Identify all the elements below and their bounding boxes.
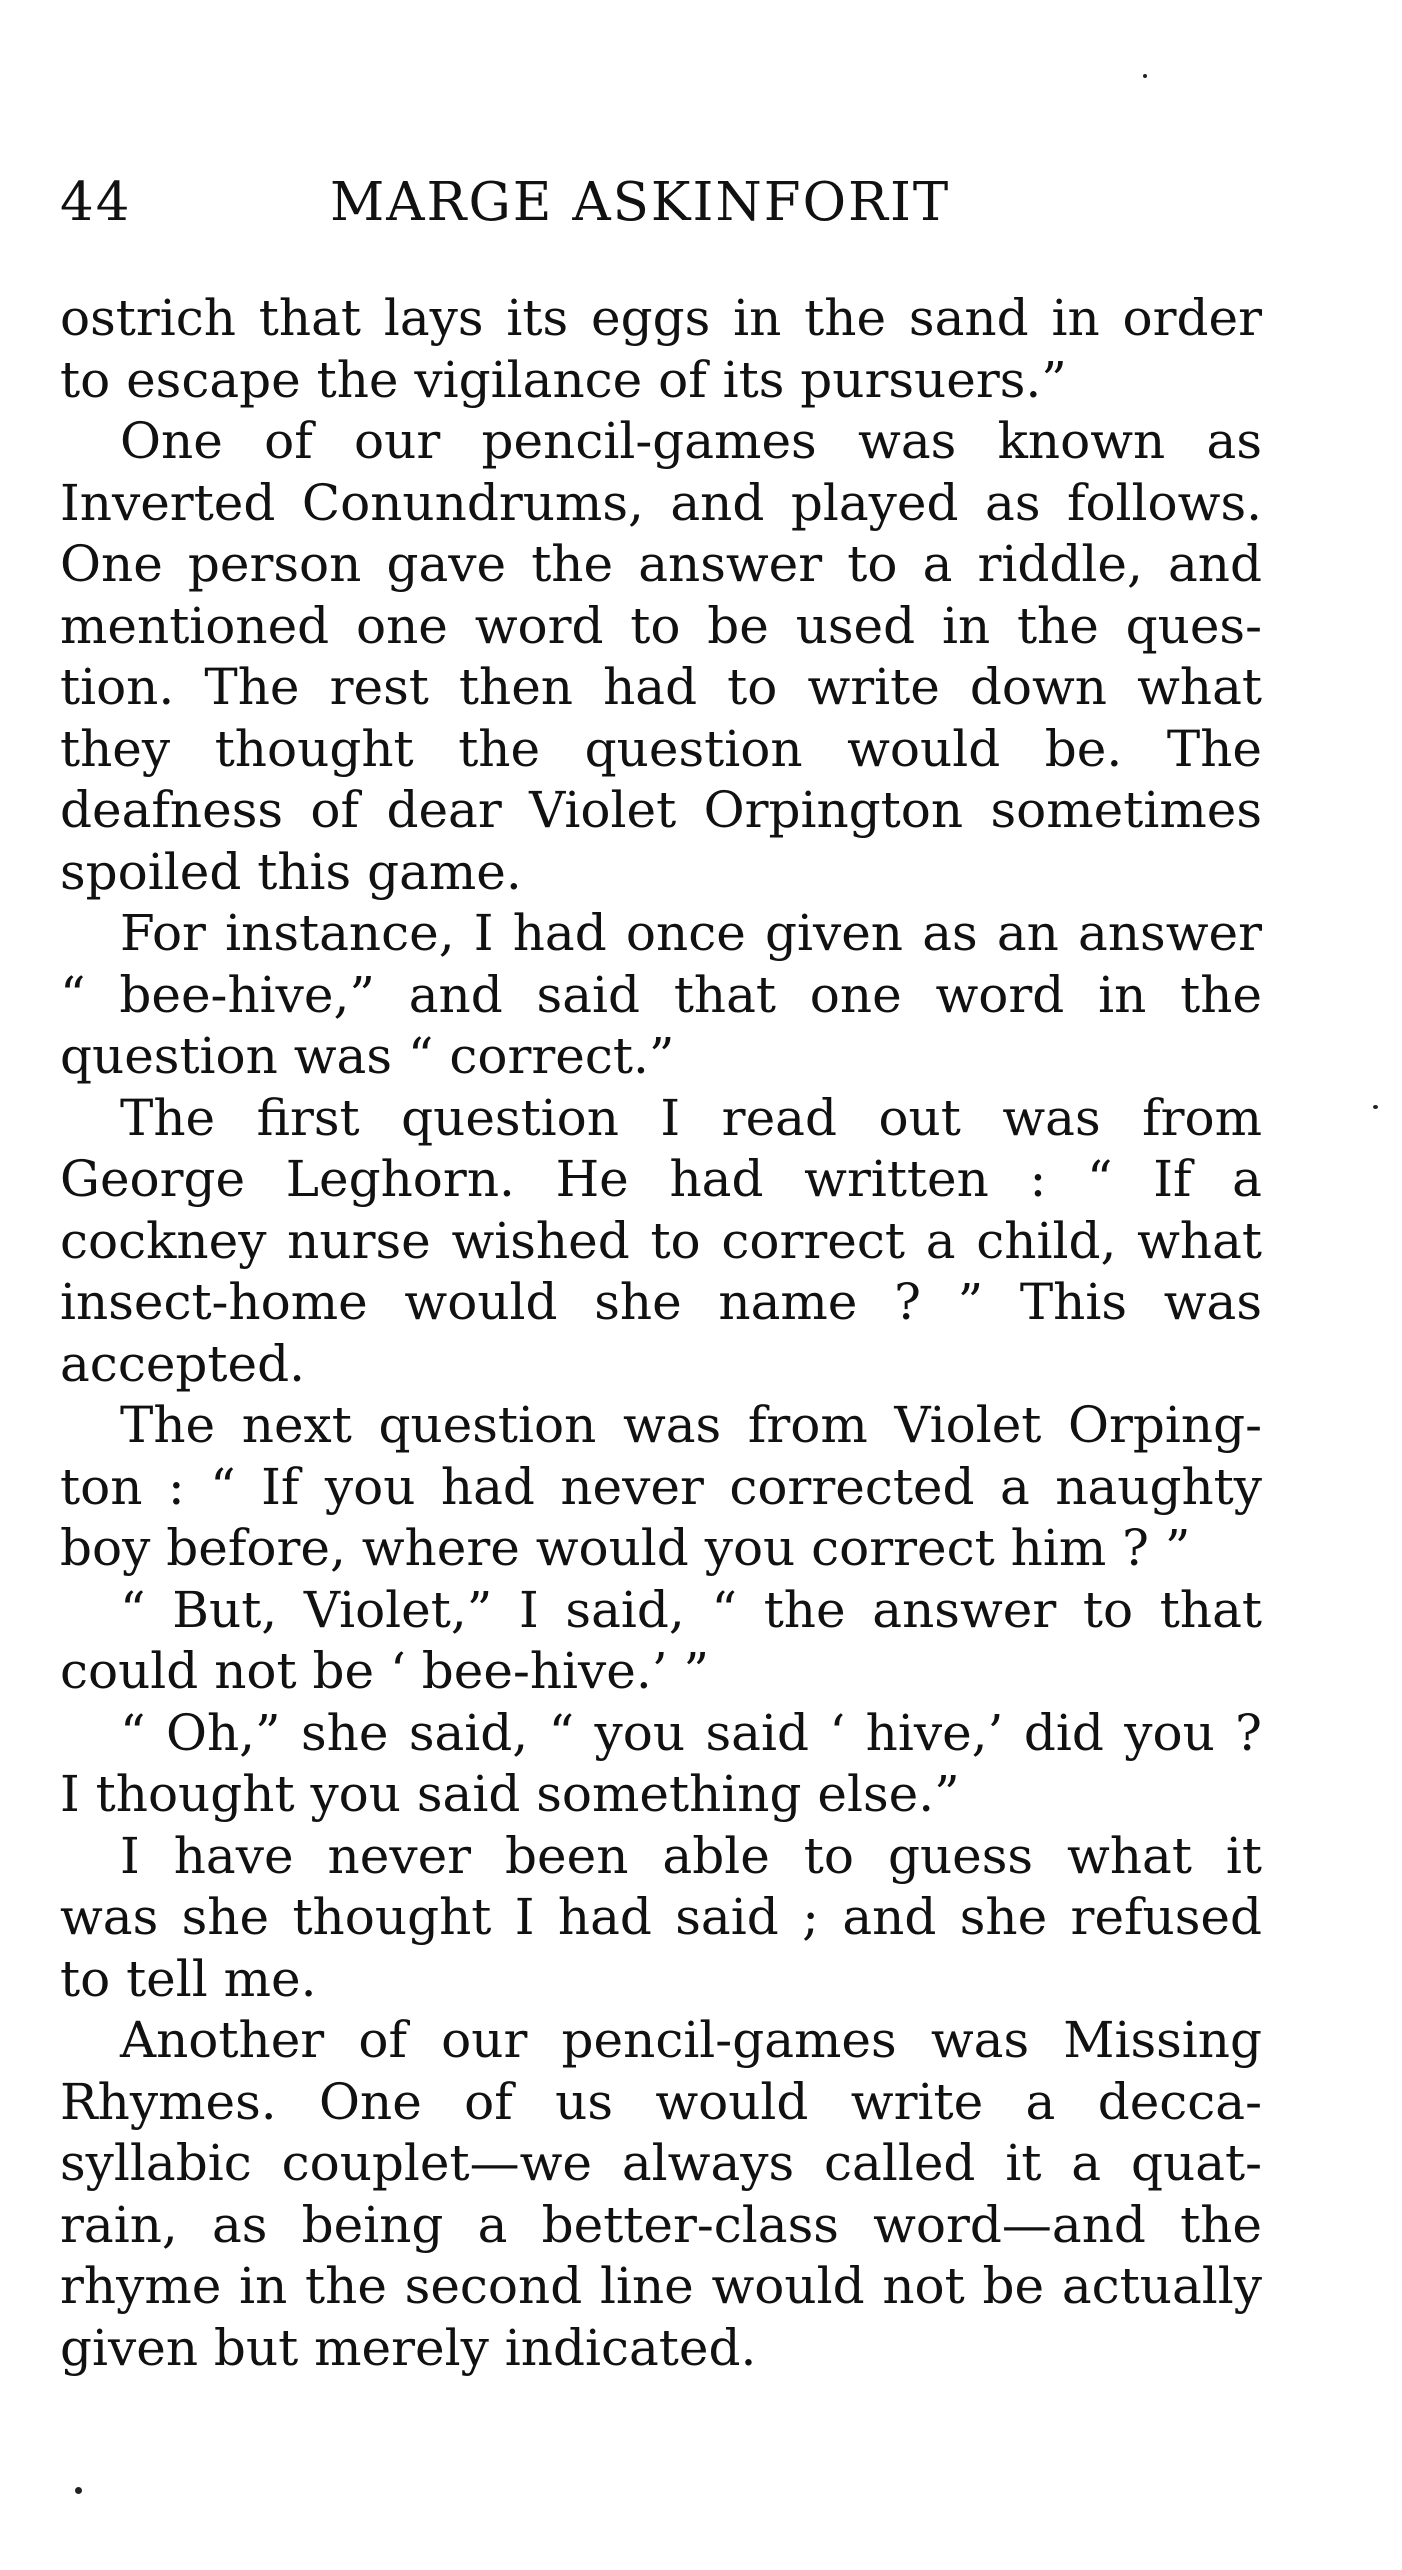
text-line: deafness of dear Violet Orpington sometimes xyxy=(60,781,1262,839)
text-line: they thought the question would be. The xyxy=(60,719,1262,778)
text-line: to tell me. xyxy=(60,1949,317,2008)
text-line: was she thought I had said ; and she refused xyxy=(60,1888,1262,1946)
text-line: One of our pencil-games was known as xyxy=(120,412,1262,470)
text-line: Inverted Conundrums, and played as follows. xyxy=(60,473,1262,532)
running-title: MARGE ASKINFORIT xyxy=(330,172,951,233)
text-line: spoiled this game. xyxy=(60,842,522,901)
text-line: ostrich that lays its eggs in the sand in order xyxy=(60,289,1262,347)
text-line: Another of our pencil-games was Missing xyxy=(120,2011,1262,2069)
speck-mark xyxy=(1373,1105,1378,1109)
speck-mark xyxy=(75,2487,82,2494)
text-line: The next question was from Violet Orping- xyxy=(120,1396,1262,1454)
text-line: to escape the vigilance of its pursuers.” xyxy=(60,350,1067,409)
text-line: Rhymes. One of us would write a decca- xyxy=(60,2072,1262,2131)
text-line: boy before, where would you correct him ? ” xyxy=(60,1519,1191,1577)
text-line: syllabic couplet—we always called it a quat- xyxy=(60,2134,1262,2192)
text-line: could not be ‘ bee-hive.’ ” xyxy=(60,1642,710,1700)
text-line: I have never been able to guess what it xyxy=(120,1826,1262,1885)
text-line: “ Oh,” she said, “ you said ‘ hive,’ did you ? xyxy=(120,1703,1262,1762)
text-line: given but merely indicated. xyxy=(60,2318,757,2377)
page-header xyxy=(60,168,1260,238)
text-line: For instance, I had once given as an answer xyxy=(120,904,1262,962)
text-line: tion. The rest then had to write down what xyxy=(60,658,1262,716)
text-line: cockney nurse wished to correct a child, what xyxy=(60,1211,1262,1270)
text-line: question was “ correct.” xyxy=(60,1027,675,1085)
body-text xyxy=(60,288,1262,2379)
text-line: ton : “ If you had never corrected a naughty xyxy=(60,1457,1262,1516)
text-line: insect-home would she name ? ” This was xyxy=(60,1273,1262,1331)
text-line: accepted. xyxy=(60,1334,305,1393)
page-number: 44 xyxy=(60,172,132,233)
text-line: One person gave the answer to a riddle, and xyxy=(60,535,1262,593)
text-line: I thought you said something else.” xyxy=(60,1765,960,1823)
text-line: “ But, Violet,” I said, “ the answer to that xyxy=(120,1580,1262,1639)
text-line: George Leghorn. He had written : “ If a xyxy=(60,1150,1262,1208)
speck-mark xyxy=(1143,74,1147,78)
text-line: The first question I read out was from xyxy=(120,1088,1262,1147)
text-line: “ bee-hive,” and said that one word in the xyxy=(60,965,1262,1024)
text-line: rain, as being a better-class word—and the xyxy=(60,2195,1262,2254)
text-line: rhyme in the second line would not be actually xyxy=(60,2257,1262,2315)
text-line: mentioned one word to be used in the ques- xyxy=(60,596,1262,655)
